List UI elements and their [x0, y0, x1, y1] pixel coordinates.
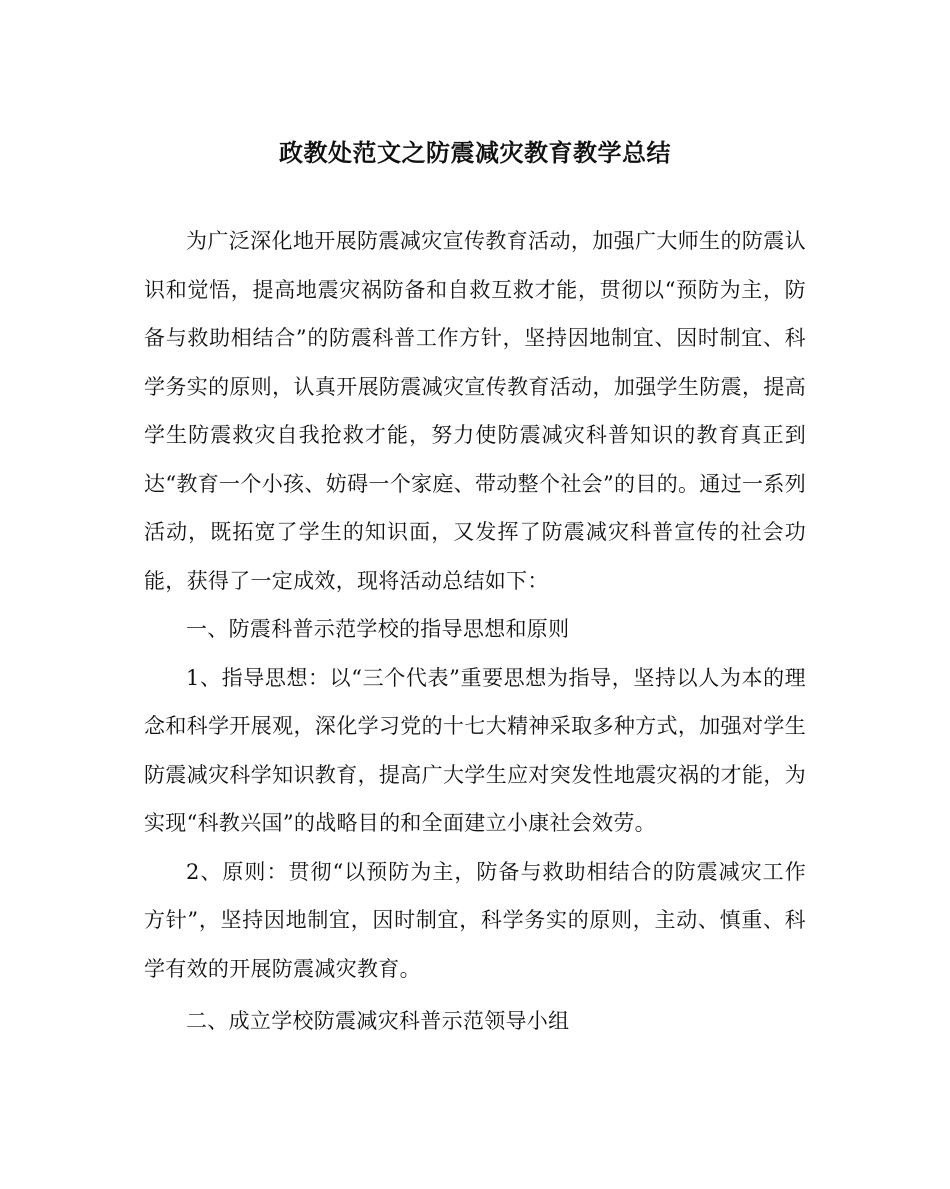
intro-paragraph: 为广泛深化地开展防震减灾宣传教育活动，加强广大师生的防震认识和觉悟，提高地震灾祸防备和自救互救才能，贯彻以“预防为主，防备与救助相结合”的防震科普工作方针，坚持因地制宜、因时制宜、科学务实的原则，认真开展防震减灾宣传教育活动，加强学生防震，提高学生防震救灾自我抢救才能，努力使防震减灾科普知识的教育真正到达“教育一个小孩、妨碍一个家庭、带动整个社会”的目的。通过一系列活动，既拓宽了学生的知识面，又发挥了防震减灾科普宣传的社会功能，获得了一定成效，现将活动总结如下： — [144, 229, 806, 593]
document-body — [144, 217, 806, 1046]
principle-paragraph: 2、原则：贯彻“以预防为主，防备与救助相结合的防震减灾工作方针”，坚持因地制宜，因时制宜，科学务实的原则，主动、慎重、科学有效的开展防震减灾教育。 — [144, 859, 806, 981]
document-title: 政教处范文之防震减灾教育教学总结 — [279, 138, 671, 167]
section-heading-1: 一、防震科普示范学校的指导思想和原则 — [186, 617, 570, 641]
section-heading-2: 二、成立学校防震减灾科普示范领导小组 — [186, 1009, 570, 1033]
guiding-thought-paragraph: 1、指导思想：以“三个代表”重要思想为指导，坚持以人为本的理念和科学开展观，深化学习党的十七大精神采取多种方式，加强对学生防震减灾科学知识教育，提高广大学生应对突发性地震灾祸的才能，为实现“科教兴国”的战略目的和全面建立小康社会效劳。 — [144, 665, 806, 835]
